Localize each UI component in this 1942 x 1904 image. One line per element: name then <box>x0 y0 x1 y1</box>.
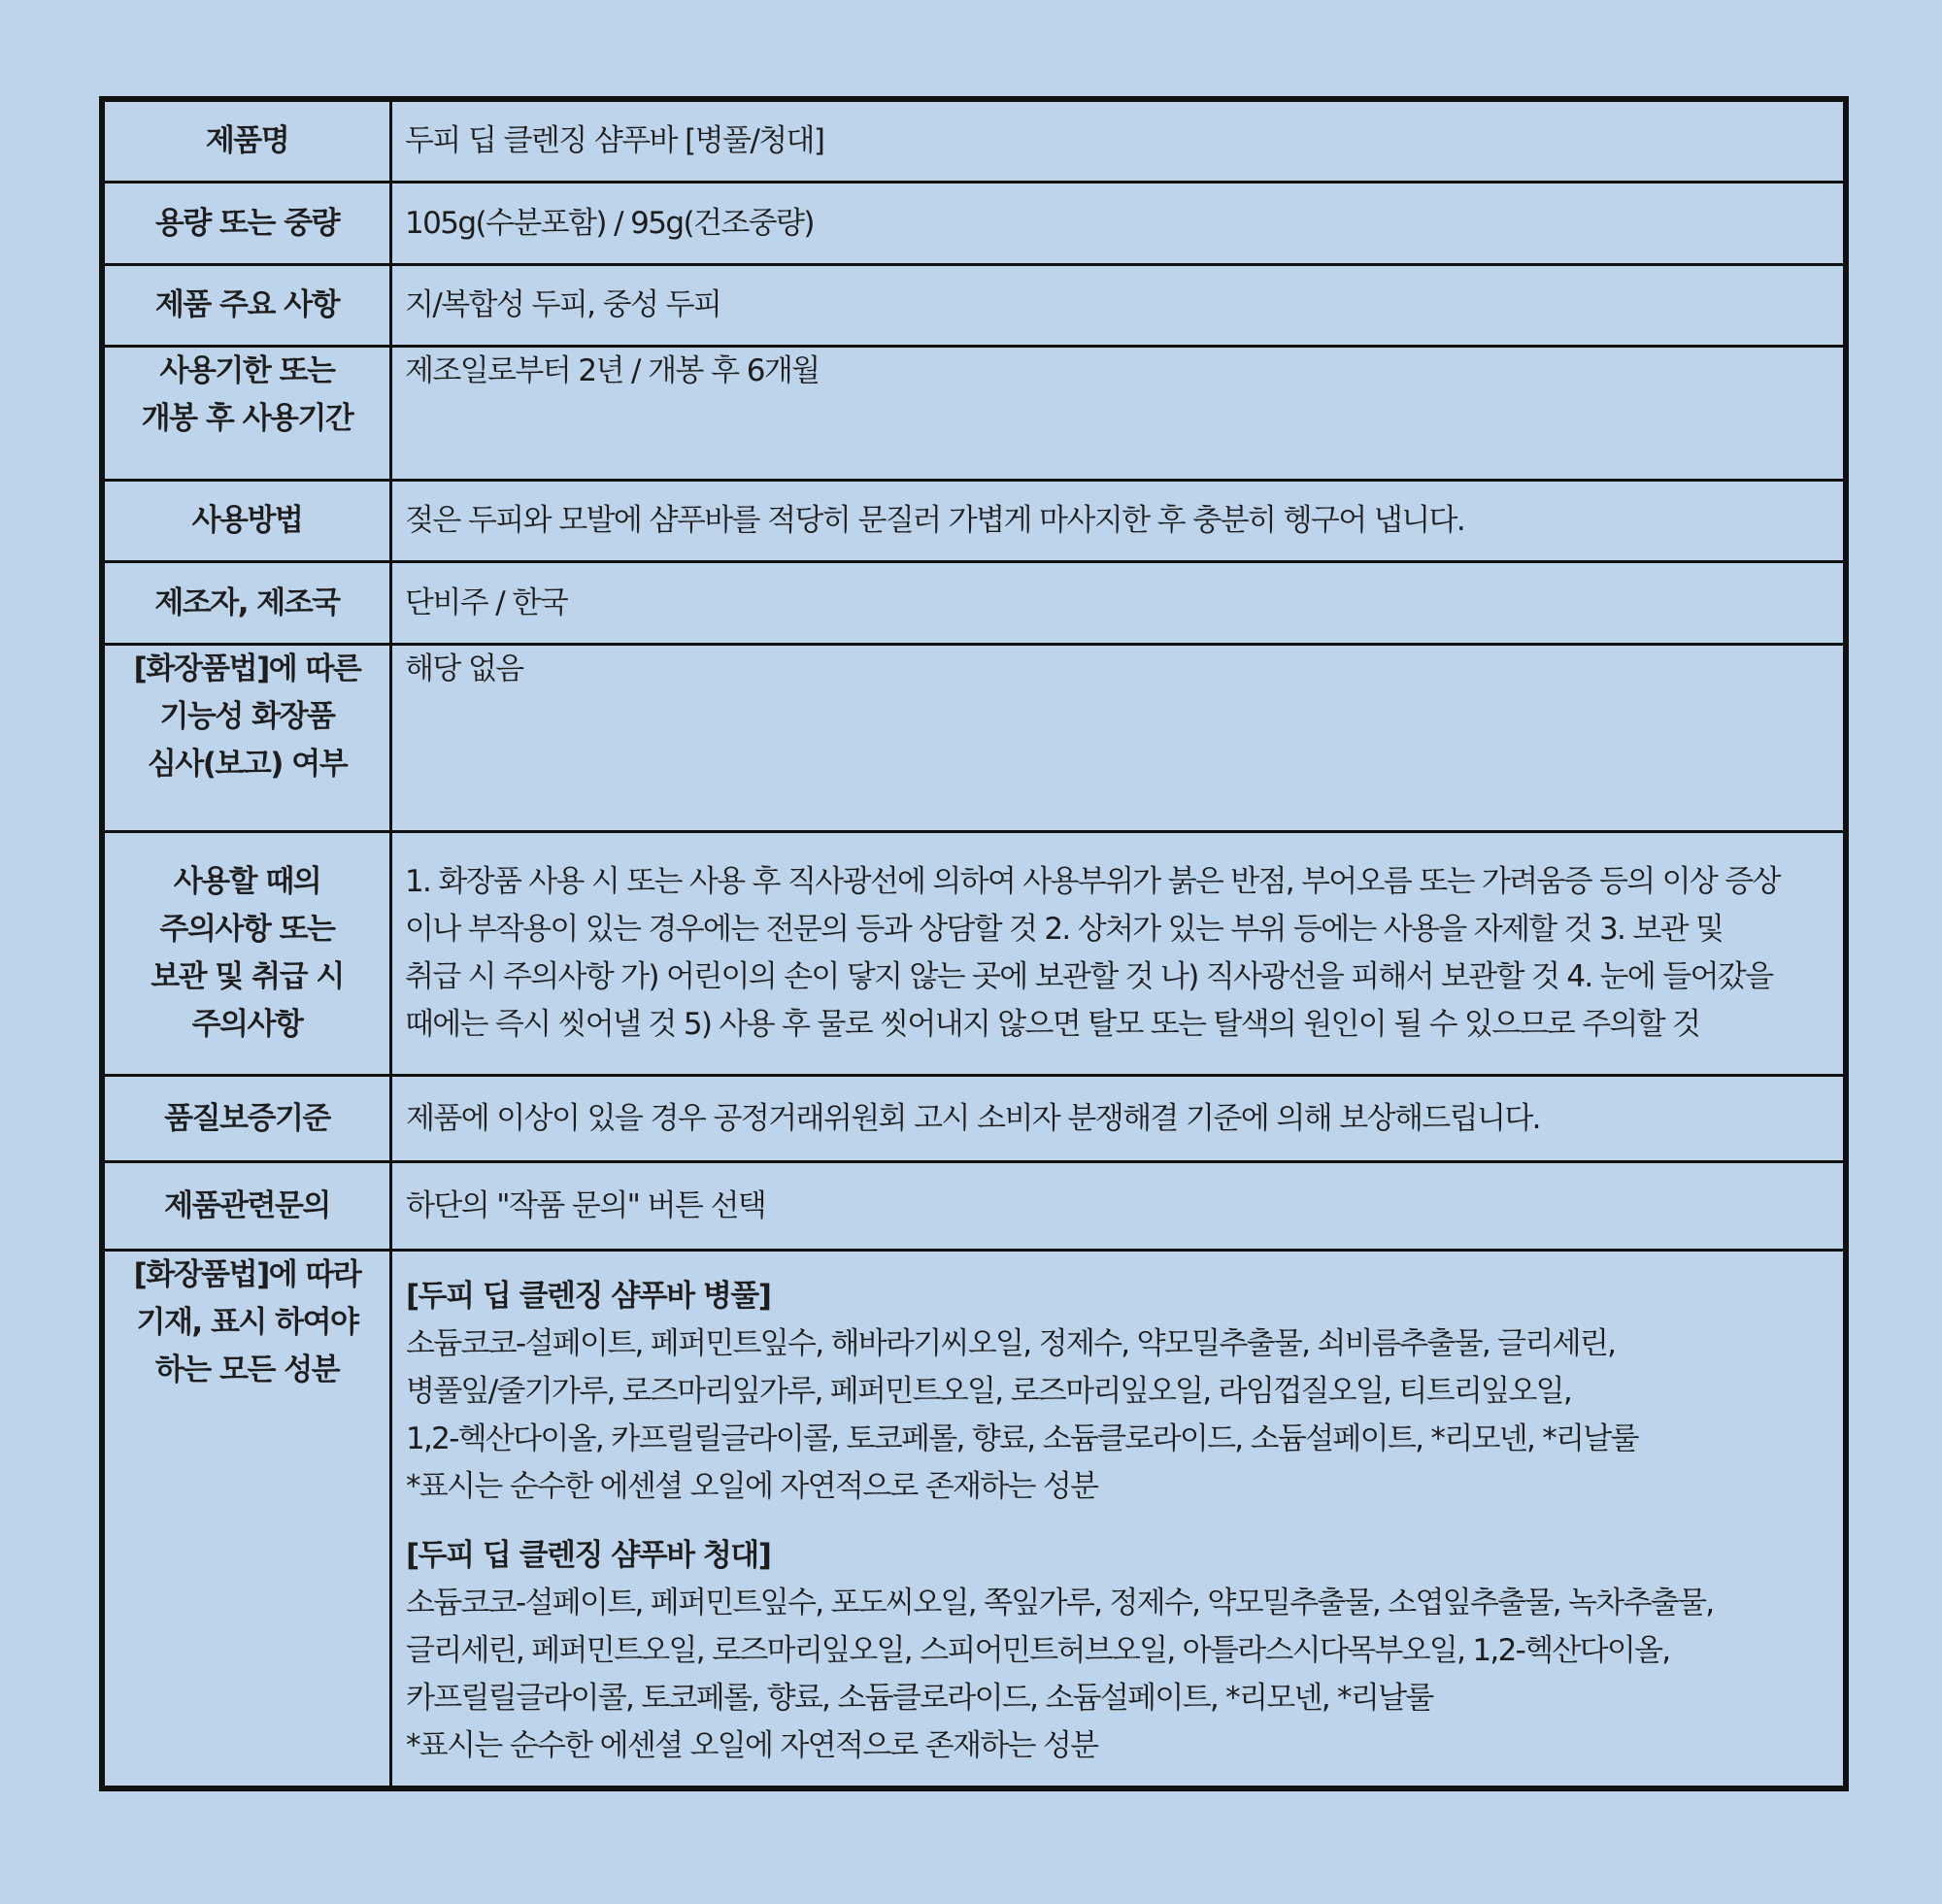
value-cell <box>391 1162 1844 1251</box>
row-label: 사용방법 <box>191 503 303 538</box>
row-key-features <box>105 265 1843 347</box>
divider-space <box>392 1511 1843 1532</box>
row-value: 105g(수분포함) / 95g(건조중량) <box>405 205 814 241</box>
value-cell <box>391 645 1844 832</box>
row-label: [화장품법]에 따라 기재, 표시 하여야 하는 모든 성분 <box>133 1257 361 1387</box>
ingredients-list-centella <box>392 1252 1843 1511</box>
row-label: 제품 주요 사항 <box>154 287 340 322</box>
ingredients-cell <box>391 1251 1844 1787</box>
product-info-sheet <box>99 96 1849 1791</box>
label-cell <box>105 562 391 645</box>
row-inquiry <box>105 1162 1843 1251</box>
ingredients-line: 카프릴릴글라이콜, 토코페롤, 향료, 소듐클로라이드, 소듐설페이트, *리모넨, *리날룰 <box>406 1681 1433 1716</box>
ingredients-line: 1,2-헥산다이올, 카프릴릴글라이콜, 토코페롤, 향료, 소듐클로라이드, 소듐설페이트, *리모넨, *리날룰 <box>406 1421 1638 1456</box>
row-label: 사용기한 또는 개봉 후 사용기간 <box>141 353 353 436</box>
row-value: 제조일로부터 2년 / 개봉 후 6개월 <box>405 353 820 388</box>
label-cell <box>105 1251 391 1787</box>
value-cell <box>391 481 1844 562</box>
label-cell <box>105 1076 391 1162</box>
ingredients-title: [두피 딥 클렌징 샴푸바 청대] <box>406 1538 771 1573</box>
label-cell <box>105 347 391 481</box>
value-cell <box>391 832 1844 1076</box>
ingredients-list-indigo <box>392 1532 1843 1770</box>
value-cell <box>391 265 1844 347</box>
label-cell <box>105 183 391 265</box>
row-label: 품질보증기준 <box>164 1100 330 1136</box>
ingredients-title: [두피 딥 클렌징 샴푸바 병풀] <box>406 1279 771 1314</box>
row-value: 해당 없음 <box>405 651 523 686</box>
row-functional-review <box>105 645 1843 832</box>
value-cell <box>391 183 1844 265</box>
row-value: 단비주 / 한국 <box>405 585 568 620</box>
value-cell <box>391 347 1844 481</box>
row-value: 지/복합성 두피, 중성 두피 <box>405 287 721 322</box>
ingredients-line: 소듐코코-설페이트, 페퍼민트잎수, 해바라기씨오일, 정제수, 약모밀추출물, 쇠비름추출물, 글리세린, <box>406 1326 1616 1361</box>
row-label: 제품관련문의 <box>164 1187 330 1223</box>
row-value: 두피 딥 클렌징 샴푸바 [병풀/청대] <box>405 123 824 158</box>
row-usage <box>105 481 1843 562</box>
row-label: 용량 또는 중량 <box>154 205 340 241</box>
ingredients-line: 소듐코코-설페이트, 페퍼민트잎수, 포도씨오일, 쪽잎가루, 정제수, 약모밀추출물, 소엽잎추출물, 녹차추출물, <box>406 1586 1714 1620</box>
row-label: 제품명 <box>205 123 289 158</box>
row-label: 제조자, 제조국 <box>154 585 340 620</box>
row-precautions <box>105 832 1843 1076</box>
ingredients-line: 글리세린, 페퍼민트오일, 로즈마리잎오일, 스피어민트허브오일, 아틀라스시다목부오일, 1,2-헥산다이올, <box>406 1633 1670 1668</box>
label-cell <box>105 645 391 832</box>
label-cell <box>105 265 391 347</box>
row-label: 사용할 때의 주의사항 또는 보관 및 취급 시 주의사항 <box>151 864 344 1042</box>
row-ingredients <box>105 1251 1843 1787</box>
row-value: 1. 화장품 사용 시 또는 사용 후 직사광선에 의하여 사용부위가 붉은 반점, 부어오름 또는 가려움증 등의 이상 증상 이나 부작용이 있는 경우에는 전문의 등과 상담할 것 2. 상처가 있는 부위 등에는 사용을 자제할 것 3. 보관 및 취급 시 주의사항 가) 어린이의 손이 닿지 않는 곳에 보관할 것 나) 직사광선을 피해서 보관할 것 4. 눈에 들어갔을 때에는 즉시 씻어낼 것 5) 사용 후 물로 씻어내지 않으면 탈모 또는 탈색의 원인이 될 수 있으므로 주의할 것 <box>405 864 1780 1042</box>
label-cell <box>105 832 391 1076</box>
row-label: [화장품법]에 따른 기능성 화장품 심사(보고) 여부 <box>133 651 361 782</box>
row-volume <box>105 183 1843 265</box>
value-cell <box>391 562 1844 645</box>
value-cell <box>391 102 1844 183</box>
row-product-name <box>105 102 1843 183</box>
label-cell <box>105 481 391 562</box>
row-value: 젖은 두피와 모발에 샴푸바를 적당히 문질러 가볍게 마사지한 후 충분히 헹구어 냅니다. <box>405 503 1465 538</box>
product-info-table <box>105 102 1843 1786</box>
value-cell <box>391 1076 1844 1162</box>
ingredients-note: *표시는 순수한 에센셜 오일에 자연적으로 존재하는 성분 <box>406 1728 1098 1763</box>
label-cell <box>105 1162 391 1251</box>
row-value: 하단의 "작품 문의" 버튼 선택 <box>406 1187 766 1223</box>
row-quality-guarantee <box>105 1076 1843 1162</box>
label-cell <box>105 102 391 183</box>
ingredients-note: *표시는 순수한 에센셜 오일에 자연적으로 존재하는 성분 <box>406 1469 1098 1504</box>
row-expiry <box>105 347 1843 481</box>
row-value: 제품에 이상이 있을 경우 공정거래위원회 고시 소비자 분쟁해결 기준에 의해 보상해드립니다. <box>406 1100 1540 1136</box>
ingredients-line: 병풀잎/줄기가루, 로즈마리잎가루, 페퍼민트오일, 로즈마리잎오일, 라임껍질오일, 티트리잎오일, <box>406 1374 1572 1409</box>
row-manufacturer <box>105 562 1843 645</box>
